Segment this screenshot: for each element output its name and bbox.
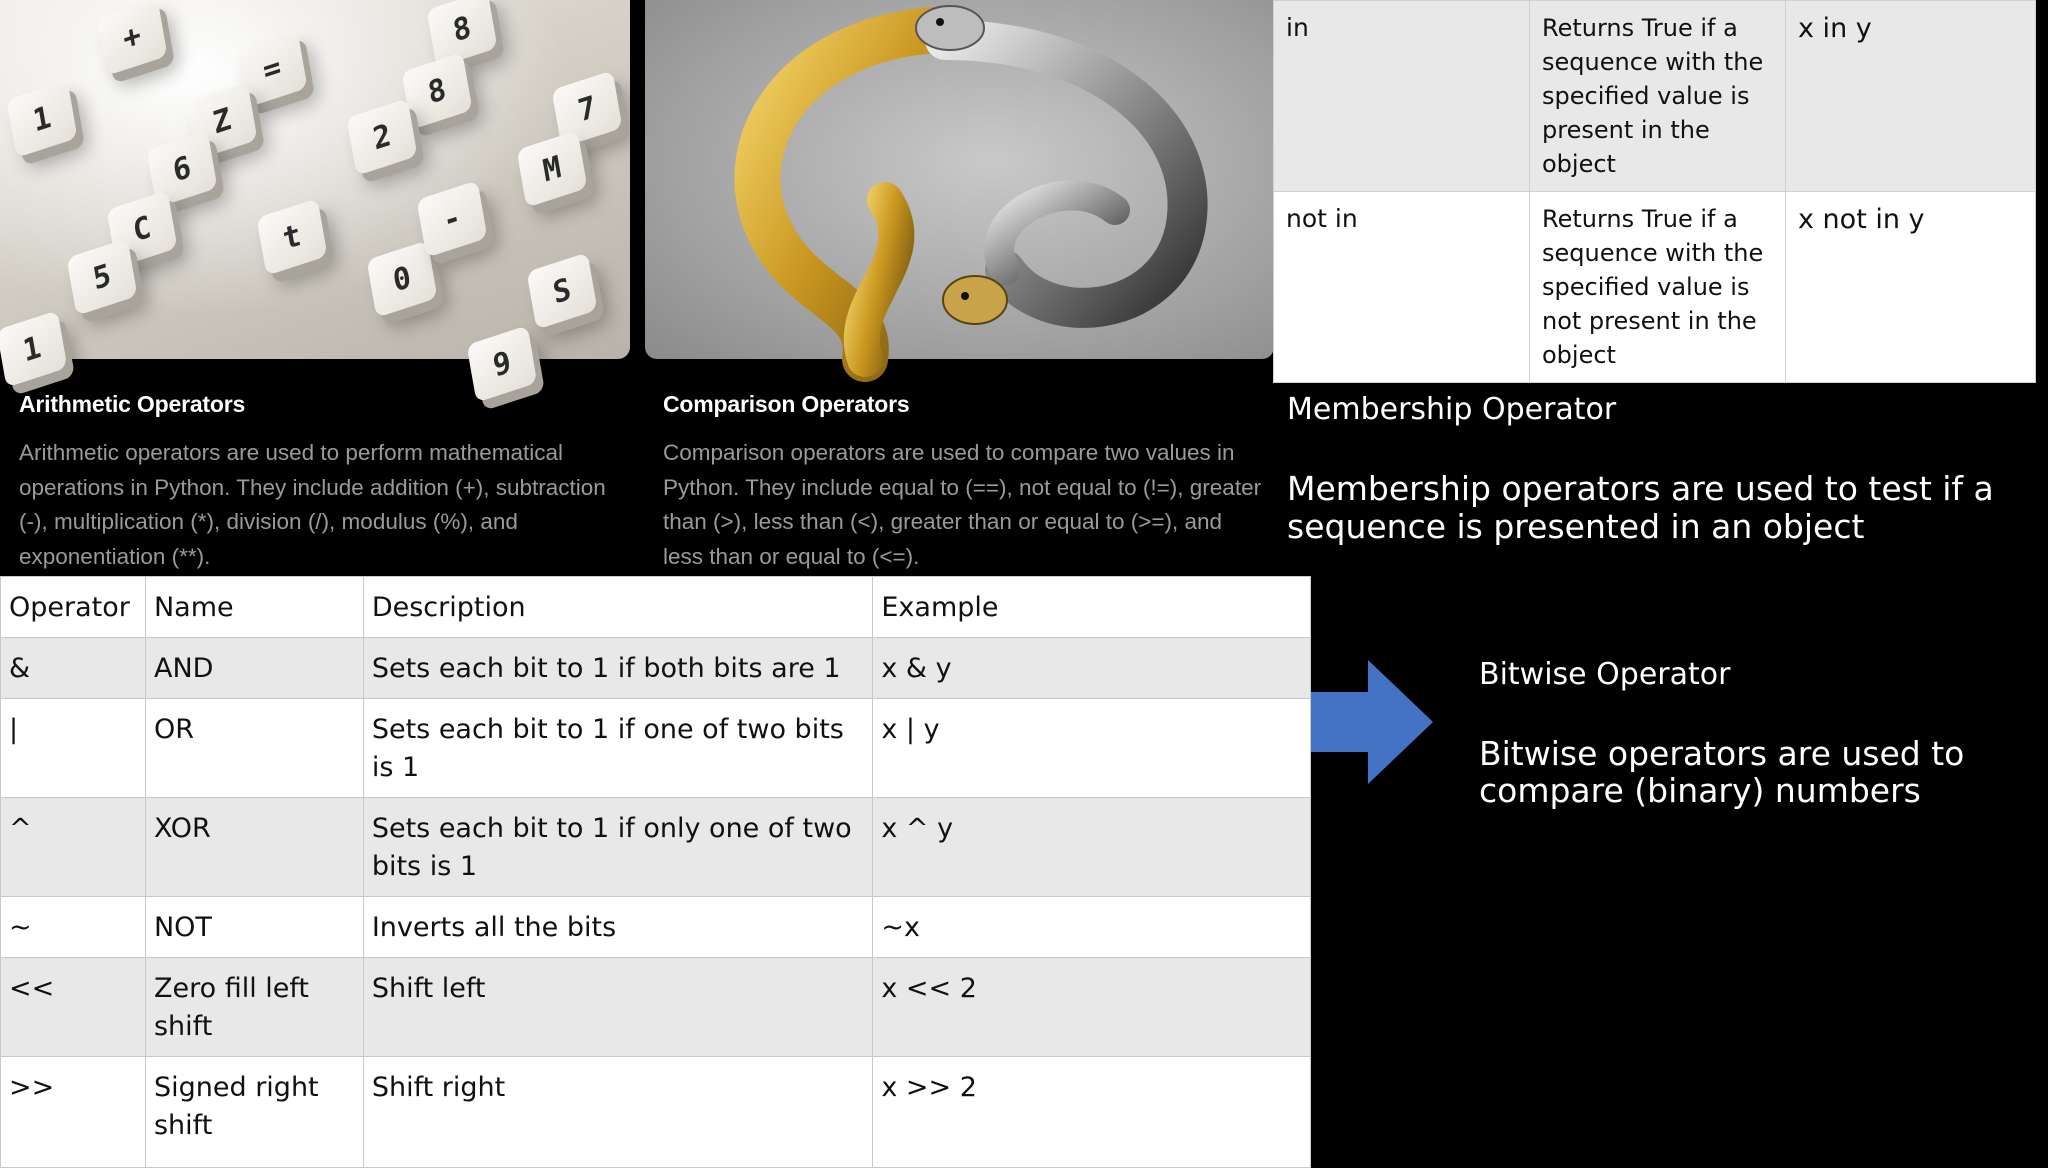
cell-operator: & [1, 638, 146, 699]
cell-description: Sets each bit to 1 if one of two bits is 1 [363, 699, 873, 798]
comparison-title: Comparison Operators [663, 391, 910, 417]
keycap: 1 [6, 80, 77, 157]
keycap: C [106, 190, 177, 267]
table-row [1, 958, 1311, 1057]
table-row [1, 699, 1311, 798]
keycap: 1 [0, 310, 68, 387]
keycap: - [416, 180, 487, 257]
cell-name: Zero fill left shift [145, 958, 363, 1057]
keycap: + [96, 0, 167, 76]
cell-name: NOT [145, 897, 363, 958]
keycap: 9 [466, 325, 537, 402]
keycap: M [516, 130, 587, 207]
cell-description: Inverts all the bits [363, 897, 873, 958]
cell-operator: << [1, 958, 146, 1057]
table-header-row [1, 577, 1311, 638]
table-row [1, 638, 1311, 699]
header-name: Name [145, 577, 363, 638]
cell-description: Returns True if a sequence with the specified value is not present in the object [1530, 192, 1786, 383]
table-row [1274, 192, 2036, 383]
keycap: t [256, 198, 327, 275]
table-row [1, 798, 1311, 897]
cell-description: Shift left [363, 958, 873, 1057]
cell-operator: in [1274, 1, 1530, 192]
arithmetic-title: Arithmetic Operators [19, 391, 246, 417]
keycap: = [236, 30, 307, 107]
cell-name: Signed right shift [145, 1057, 363, 1168]
cell-example: ~x [873, 897, 1311, 958]
cell-example: x in y [1786, 1, 2036, 192]
comparison-description: Comparison operators are used to compare two values in Python. They include equal to (==), not equal to (!=), greater than (>), less than (<), greater than or equal to (>=), and less than or equal to (<=). [663, 440, 1262, 569]
keycap: 0 [366, 240, 437, 317]
cell-example: x | y [873, 699, 1311, 798]
cell-example: x >> 2 [873, 1057, 1311, 1168]
keycap: 6 [146, 130, 217, 207]
cell-operator: ^ [1, 798, 146, 897]
membership-description: Membership operators are used to test if a sequence is presented in an object [1287, 469, 1994, 546]
cell-operator: | [1, 699, 146, 798]
cell-example: x << 2 [873, 958, 1311, 1057]
bitwise-description: Bitwise operators are used to compare (binary) numbers [1479, 734, 1965, 810]
cell-description: Sets each bit to 1 if both bits are 1 [363, 638, 873, 699]
cell-operator: >> [1, 1057, 146, 1168]
cell-operator: ~ [1, 897, 146, 958]
keycap: S [526, 252, 597, 329]
cell-name: AND [145, 638, 363, 699]
snakes-image [645, 0, 1274, 359]
keycap: 8 [401, 52, 472, 129]
cell-description: Shift right [363, 1057, 873, 1168]
table-row [1, 1057, 1311, 1168]
cell-description: Sets each bit to 1 if only one of two bits is 1 [363, 798, 873, 897]
table-row [1, 897, 1311, 958]
cell-name: XOR [145, 798, 363, 897]
keycap: Z [186, 82, 257, 159]
bitwise-title: Bitwise Operator [1479, 657, 1731, 692]
cell-name: OR [145, 699, 363, 798]
arrow-right-icon [1311, 660, 1433, 784]
bitwise-operators-table [0, 576, 1311, 1168]
header-description: Description [363, 577, 873, 638]
table-row [1274, 1, 2036, 192]
keycap: 2 [346, 98, 417, 175]
keycap: 5 [66, 238, 137, 315]
cell-operator: not in [1274, 192, 1530, 383]
snakes-illustration [645, 0, 1274, 359]
cell-example: x & y [873, 638, 1311, 699]
arrow-shape [1311, 660, 1433, 784]
membership-operators-table [1273, 0, 2036, 383]
arithmetic-description: Arithmetic operators are used to perform mathematical operations in Python. They include addition (+), subtraction (-), multiplication (*), division (/), modulus (%), and exponentiation (**). [19, 440, 606, 569]
cell-description: Returns True if a sequence with the specified value is present in the object [1530, 1, 1786, 192]
keyboard-image [0, 0, 630, 385]
keycap: 8 [426, 0, 497, 68]
keycap: 7 [551, 70, 622, 147]
header-example: Example [873, 577, 1311, 638]
membership-title: Membership Operator [1287, 392, 1617, 427]
cell-example: x ^ y [873, 798, 1311, 897]
cell-example: x not in y [1786, 192, 2036, 383]
header-operator: Operator [1, 577, 146, 638]
